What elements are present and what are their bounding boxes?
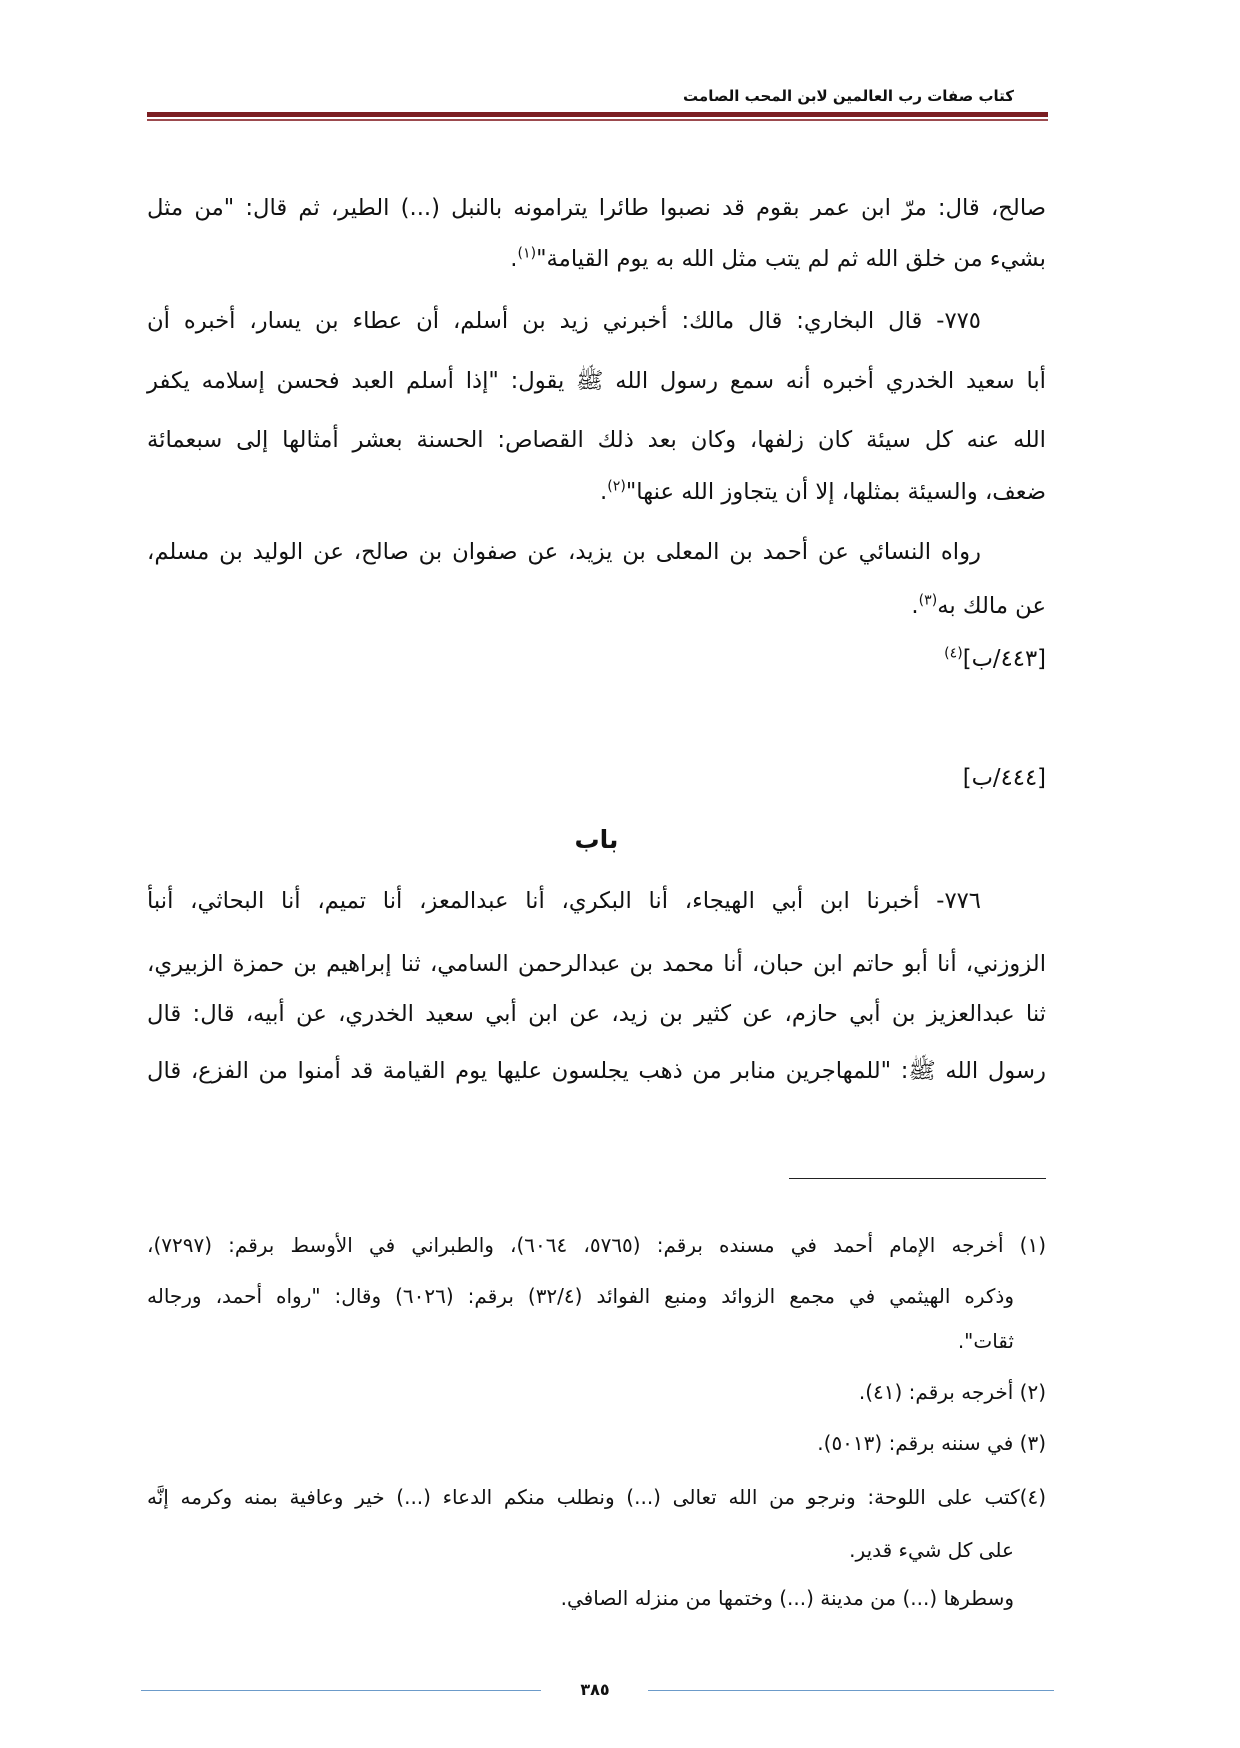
line-tail: .: [600, 479, 608, 505]
body-line: [147, 532, 1046, 572]
footnote-line: [147, 1279, 1046, 1313]
line-content: [147, 427, 1046, 453]
footnote-ref: (١): [517, 245, 537, 262]
header-rule-thin: [147, 119, 1048, 121]
line-text: ٧٧٦- أخبرنا ابن أبي الهيجاء، أنا البكري، أنا عبدالمعز، أنا تميم، أنا البحاثي، أنبأ: [147, 888, 981, 914]
footnote-separator: [789, 1178, 1046, 1179]
manuscript-folio-marker: [147, 758, 1046, 798]
footnote-line: [147, 1581, 1046, 1615]
footnote-content: (٢) أخرجه برقم: (٤١).: [858, 1380, 1046, 1404]
footnote-ref: (٢): [607, 478, 626, 495]
line-text: بشيء من خلق الله ثم لم يتب مثل الله به يوم القيامة": [536, 246, 1046, 272]
line-text: ثنا عبدالعزيز بن أبي حازم، عن كثير بن زيد، عن ابن أبي سعيد الخدري، عن أبيه، قال: قال: [147, 1001, 1046, 1027]
body-line: [147, 472, 1046, 512]
body-line: [147, 1051, 1046, 1091]
line-content: [147, 195, 1046, 221]
running-header-title: كتاب صفات رب العالمين لابن المحب الصامت: [683, 87, 1014, 105]
line-content: [147, 1001, 1046, 1027]
body-line: [147, 239, 1046, 279]
footer-rule-left: [141, 1690, 541, 1691]
footnote-line: [147, 1375, 1046, 1409]
line-text: الزوزني، أنا أبو حاتم ابن حبان، أنا محمد بن عبدالرحمن السامي، ثنا إبراهيم بن حمزة الزبيري،: [147, 951, 1046, 977]
footnote-content: على كل شيء قدير.: [849, 1538, 1014, 1562]
body-line: [147, 994, 1046, 1034]
footnote-line: [147, 1426, 1046, 1460]
header-rule: [147, 112, 1048, 117]
folio-text: [٤٤٣/ب]: [962, 646, 1046, 672]
footnote-line: [147, 1533, 1046, 1567]
footnote-content: ثقات".: [957, 1329, 1014, 1353]
line-content: [147, 368, 1046, 394]
footnote-content: (٤)كتب على اللوحة: ونرجو من الله تعالى (...) ونطلب منكم الدعاء (...) خير وعافية بمنه وكرمه إنَّه: [147, 1485, 1046, 1509]
folio-text: [٤٤٤/ب]: [962, 765, 1046, 791]
line-tail: .: [510, 246, 518, 272]
footnote-content: وسطرها (...) من مدينة (...) وختمها من منزله الصافي.: [560, 1586, 1014, 1610]
line-text: ضعف، والسيئة بمثلها، إلا أن يتجاوز الله عنها": [625, 479, 1046, 505]
line-content: [147, 951, 1046, 977]
footnote-line: [147, 1228, 1046, 1262]
footnote-content: (١) أخرجه الإمام أحمد في مسنده برقم: (٥٧٦٥، ٦٠٦٤)، والطبراني في الأوسط برقم: (٧٢٩٧)،: [147, 1233, 1046, 1257]
line-text: رسول الله ﷺ: "للمهاجرين منابر من ذهب يجلسون عليها يوم القيامة قد أمنوا من الفزع، قال: [147, 1058, 1046, 1084]
body-line: [147, 944, 1046, 984]
body-line: [147, 361, 1046, 401]
footnote-content: (٣) في سننه برقم: (٥٠١٣).: [817, 1431, 1046, 1455]
line-content: [911, 593, 1046, 619]
line-content: [147, 539, 981, 565]
line-text: أبا سعيد الخدري أخبره أنه سمع رسول الله ﷺ يقول: "إذا أسلم العبد فحسن إسلامه يكفر: [147, 368, 1046, 394]
section-heading: باب: [574, 825, 619, 854]
line-content: [944, 646, 1046, 672]
body-line: [147, 586, 1046, 626]
line-text: ٧٧٥- قال البخاري: قال مالك: أخبرني زيد بن أسلم، أن عطاء بن يسار، أخبره أن: [147, 308, 981, 334]
line-content: [147, 888, 981, 914]
line-content: [147, 308, 981, 334]
body-line: [147, 301, 1046, 341]
footnote-ref: (٤): [944, 645, 963, 662]
page-number: ٣٨٥: [580, 1680, 610, 1699]
line-text: رواه النسائي عن أحمد بن المعلى بن يزيد، عن صفوان بن صالح، عن الوليد بن مسلم،: [147, 539, 981, 565]
line-content: [147, 1058, 1046, 1084]
line-text: صالح، قال: مرّ ابن عمر بقوم قد نصبوا طائرا يترامونه بالنبل (...) الطير، ثم قال: "من مثل: [147, 195, 1046, 221]
footnote-content: وذكره الهيثمي في مجمع الزوائد ومنبع الفوائد (٣٢/٤) برقم: (٦٠٢٦) وقال: "رواه أحمد، ورجاله: [147, 1284, 1014, 1308]
line-content: [510, 246, 1046, 272]
body-line: [147, 881, 1046, 921]
body-line: [147, 420, 1046, 460]
line-text: الله عنه كل سيئة كان زلفها، وكان بعد ذلك القصاص: الحسنة بعشر أمثالها إلى سبعمائة: [147, 427, 1046, 453]
footer-rule-right: [648, 1690, 1054, 1691]
line-text: عن مالك به: [937, 593, 1046, 619]
footnote-line: [147, 1480, 1046, 1514]
manuscript-folio-marker: [147, 639, 1046, 679]
line-tail: .: [911, 593, 919, 619]
body-line: [147, 188, 1046, 228]
line-content: [600, 479, 1046, 505]
line-content: [963, 765, 1046, 791]
footnote-line: [147, 1324, 1046, 1358]
footnote-ref: (٣): [918, 592, 938, 609]
